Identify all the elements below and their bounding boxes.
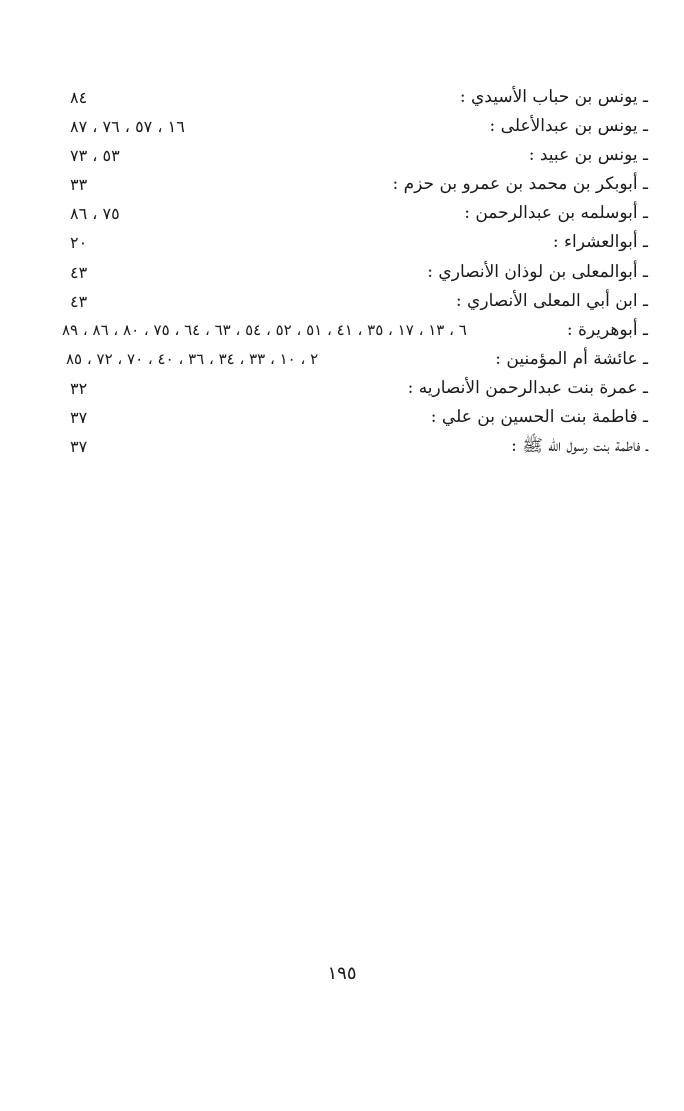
index-entry — [60, 287, 648, 316]
entry-pages: ٦ ، ١٣ ، ١٧ ، ٣٥ ، ٤١ ، ٥١ ، ٥٢ ، ٥٤ ، ٦٣ ، ٦٤ ، ٧٥ ، ٨٠ ، ٨٦ ، ٨٩ — [62, 320, 467, 339]
entry-name: ـ يونس بن حباب الأسيدي : — [459, 87, 648, 107]
entry-name: ـ فاطمة بنت الحسين بن علي : — [430, 407, 648, 428]
entry-name: ـ يونس بن عبيد : — [528, 145, 648, 166]
index-entry — [60, 199, 648, 228]
entry-name: ـ أبوالمعلى بن لوذان الأنصاري : — [427, 261, 648, 282]
entry-name: ـ أبوبكر بن محمد بن عمرو بن حزم : — [392, 174, 648, 195]
index-entry — [60, 403, 648, 432]
index-entry — [60, 112, 648, 141]
index-entry — [60, 228, 648, 257]
entry-pages: ٣٧ — [70, 437, 88, 457]
index-entry — [60, 374, 648, 403]
index-entry — [60, 432, 648, 461]
entry-name: ـ أبوالعشراء : — [552, 232, 648, 253]
entry-pages: ٤٣ — [70, 291, 88, 311]
entry-name: ـ عائشة أم المؤمنين : — [495, 348, 648, 369]
entry-pages: ٣٧ — [70, 408, 88, 428]
entry-pages: ٥٣ ، ٧٣ — [70, 146, 120, 166]
entry-name: ـ ابن أبي المعلى الأنصاري : — [455, 290, 648, 311]
entry-name: ـ عمرة بنت عبدالرحمن الأنصاريه : — [407, 377, 648, 398]
entry-pages: ٨٤ — [70, 88, 88, 107]
index-entry — [60, 345, 648, 374]
entry-pages: ٢ ، ١٠ ، ٣٣ ، ٣٤ ، ٣٦ ، ٤٠ ، ٧٠ ، ٧٢ ، ٨٥ — [66, 349, 319, 368]
entry-name: ـ أبوهريرة : — [566, 319, 648, 340]
index-entry — [60, 170, 648, 199]
entry-pages: ٤٣ — [70, 262, 88, 282]
entry-pages: ٣٣ — [70, 175, 88, 195]
index-entry — [60, 258, 648, 287]
page-number: ١٩٥ — [327, 963, 357, 984]
entry-name: ـ أبوسلمه بن عبدالرحمن : — [464, 203, 648, 224]
index-entry — [60, 141, 648, 170]
entry-pages: ٣٢ — [70, 378, 88, 398]
index-entry — [60, 83, 648, 112]
index-entry — [60, 316, 648, 345]
entry-pages: ٢٠ — [70, 233, 88, 253]
entry-pages: ٧٥ ، ٨٦ — [70, 204, 120, 224]
entry-name: ـ يونس بن عبدالأعلى : — [489, 116, 648, 137]
entry-name: ـ فاطمة بنت رسول الله ﷺ : — [511, 436, 648, 457]
name-index-list — [60, 83, 648, 461]
entry-pages: ١٦ ، ٥٧ ، ٧٦ ، ٨٧ — [70, 117, 185, 137]
